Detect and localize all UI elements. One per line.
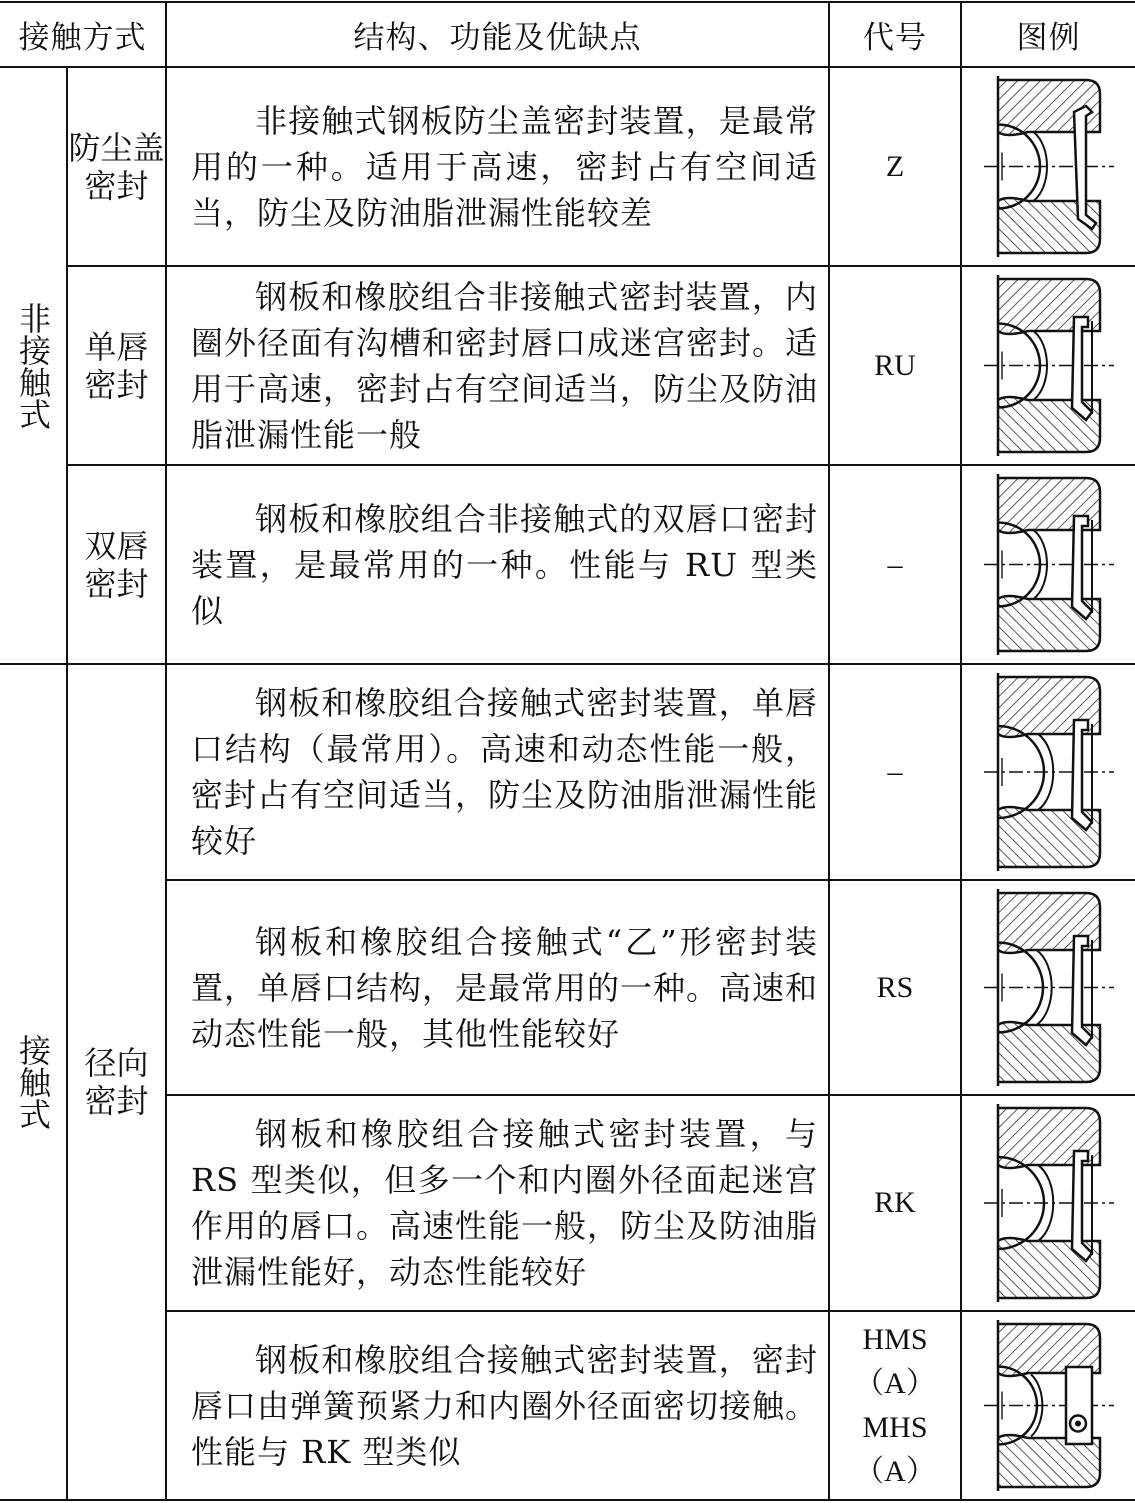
sub-label-text: 防尘盖密封 — [68, 128, 165, 205]
code-cell: – — [887, 755, 903, 788]
description-text: 钢板和橡胶组合非接触式的双唇口密封装置，是最常用的一种。性能与 RU 型类似 — [191, 499, 818, 630]
sub-label-text: 径向密封 — [84, 1044, 149, 1120]
code-cell: Z — [885, 149, 905, 183]
sub-label — [68, 68, 165, 265]
spring-loaded-seal-diagram — [962, 1312, 1135, 1499]
double-lip-seal-diagram — [962, 466, 1135, 663]
sub-label-text: 单唇密封 — [84, 327, 149, 404]
code-cell: RU — [874, 348, 916, 382]
group-label-text: 接触式 — [14, 1034, 52, 1130]
description-text: 钢板和橡胶组合接触式“乙”形密封装置，单唇口结构，是最常用的一种。高速和动态性能一般，其他性能较好 — [191, 922, 819, 1053]
seal-cross-section-svg — [962, 665, 1135, 879]
code-cell: – — [887, 547, 903, 581]
description-cell — [167, 267, 828, 464]
contact-single-lip-seal-diagram — [962, 665, 1135, 879]
group-label-noncontact — [0, 68, 66, 663]
seal-cross-section-svg — [962, 881, 1135, 1094]
code-line: HMS（A） — [854, 1322, 936, 1400]
seal-cross-section-svg — [962, 1096, 1135, 1310]
code-cell: RS — [876, 970, 914, 1004]
sub-label — [68, 267, 165, 464]
description-text: 非接触式钢板防尘盖密封装置，是最常用的一种。适用于高速，密封占有空间适当，防尘及防油脂泄漏性能较差 — [191, 101, 818, 232]
single-lip-seal-diagram — [962, 267, 1135, 464]
seal-cross-section-svg — [962, 267, 1135, 464]
code-cell: RK — [874, 1186, 916, 1219]
header-structure: 结构、功能及优缺点 — [353, 20, 642, 56]
labyrinth-lip-seal-diagram — [962, 1096, 1135, 1310]
seal-cross-section-svg — [962, 1312, 1135, 1499]
group-label-text: 非接触式 — [14, 301, 52, 430]
code-line: MHS（A） — [854, 1410, 936, 1488]
header-code: 代号 — [863, 20, 927, 56]
description-cell — [167, 881, 828, 1094]
description-cell — [167, 68, 828, 265]
seal-cross-section-svg — [962, 466, 1135, 663]
dust-cover-seal-diagram — [962, 68, 1135, 265]
sub-label-text: 双唇密封 — [84, 526, 149, 603]
z-shape-seal-diagram — [962, 881, 1135, 1094]
sub-label — [68, 665, 165, 1499]
description-text: 钢板和橡胶组合接触式密封装置，单唇口结构（最常用）。高速和动态性能一般，密封占有空间适当，防尘及防油脂泄漏性能较好 — [191, 684, 819, 860]
description-text: 钢板和橡胶组合非接触式密封装置，内圈外径面有沟槽和密封唇口成迷宫密封。适用于高速，密封占有空间适当，防尘及防油脂泄漏性能一般 — [191, 277, 819, 454]
description-text: 钢板和橡胶组合接触式密封装置，与 RS 型类似，但多一个和内圈外径面起迷宫作用的唇口。高速性能一般，防尘及防油脂泄漏性能好，动态性能较好 — [191, 1115, 819, 1291]
header-figure: 图例 — [1016, 20, 1081, 56]
description-text: 钢板和橡胶组合接触式密封装置，密封唇口由弹簧预紧力和内圈外径面密切接触。性能与 RK 型类似 — [191, 1340, 819, 1471]
seal-cross-section-svg — [962, 68, 1135, 265]
code-cell — [830, 1312, 960, 1499]
header-contact-type: 接触方式 — [18, 20, 147, 56]
description-cell — [167, 1096, 828, 1310]
group-label-contact — [0, 665, 66, 1499]
description-cell — [167, 1312, 828, 1499]
description-cell — [167, 466, 828, 663]
sub-label — [68, 466, 165, 663]
table-rule — [0, 1499, 1135, 1501]
description-cell — [167, 665, 828, 879]
